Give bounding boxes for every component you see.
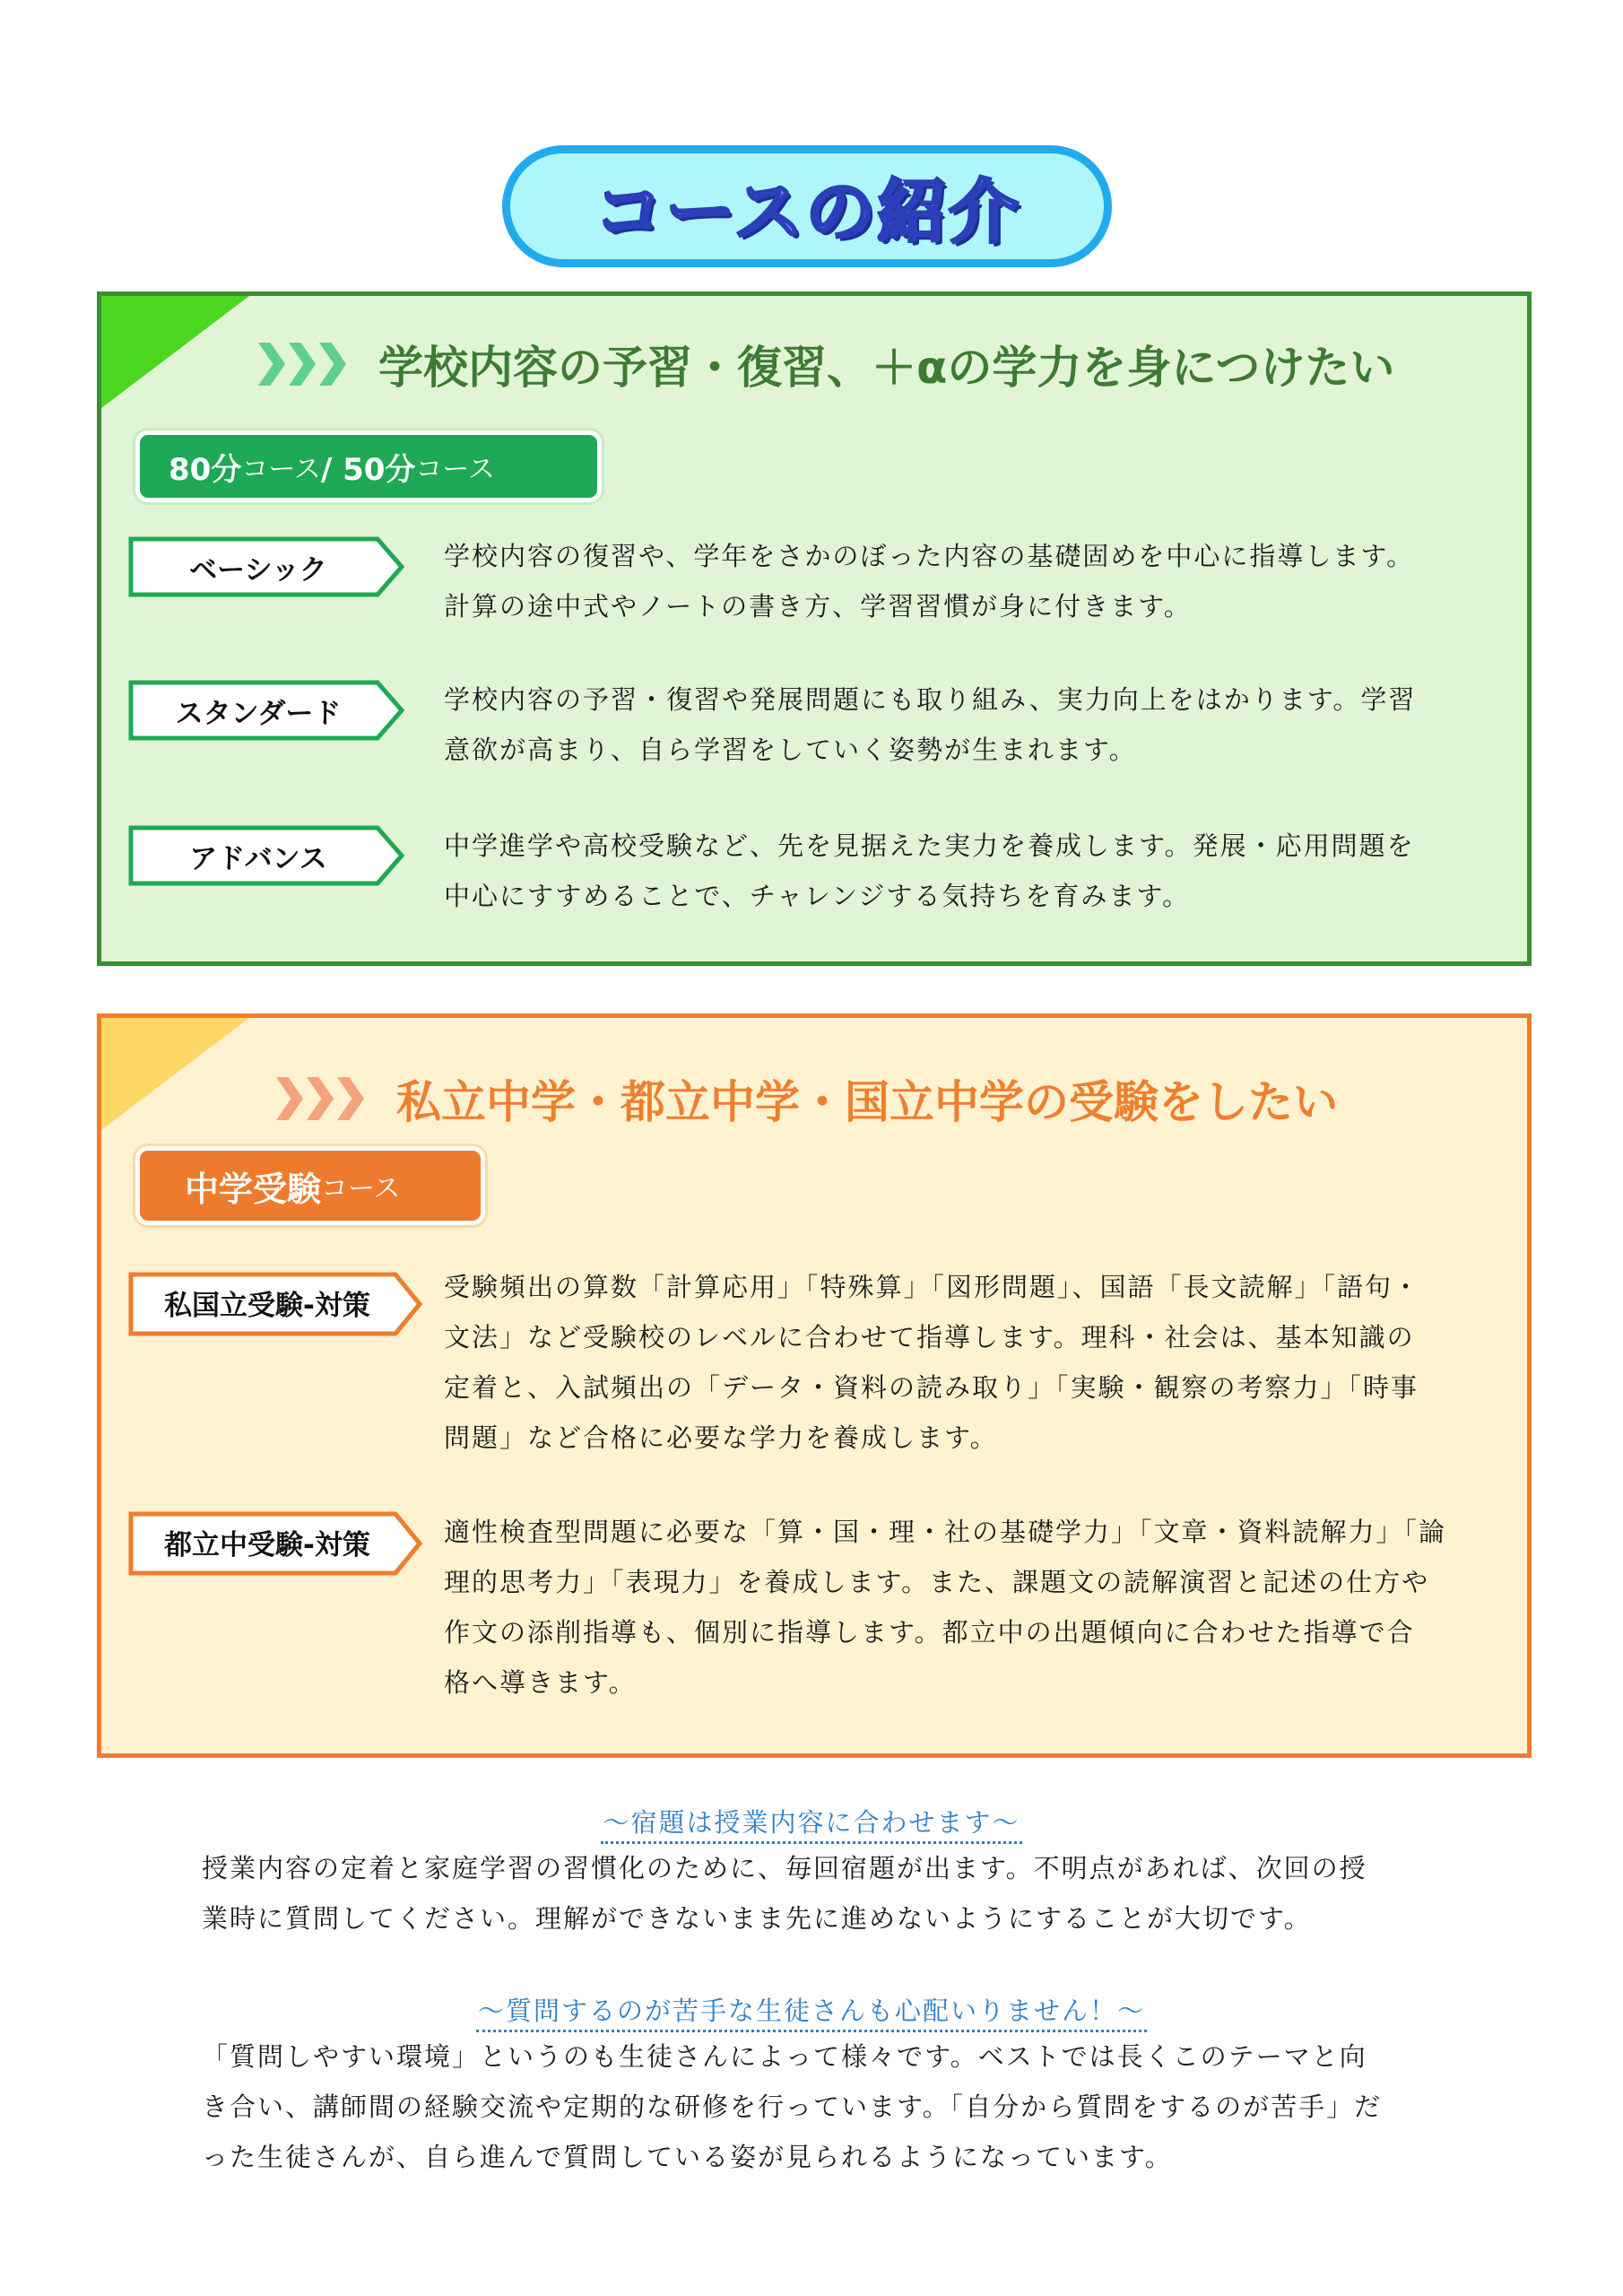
exam-course-heading-text: 私立中学・都立中学・国立中学の受験をしたい <box>396 1076 1338 1128</box>
course-description-private-national <box>444 1262 1420 1463</box>
course-tag-metropolitan <box>128 1511 424 1572</box>
exam-course-name: 中学受験 <box>185 1169 322 1209</box>
homework-note-heading-text: ～宿題は授業内容に合わせます～ <box>601 1807 1021 1844</box>
course-description-basic <box>444 531 1414 631</box>
description-line: 学校内容の復習や、学年をさかのぼった内容の基礎固めを中心に指導します。 <box>444 541 1415 571</box>
course-length-80: 80分 <box>169 451 242 488</box>
description-line: 理的思考力」「表現力」を養成します。また、課題文の読解演習と記述の仕方や <box>444 1567 1430 1597</box>
course-word: コース <box>321 1173 401 1205</box>
description-line: 格へ導きます。 <box>444 1667 637 1698</box>
exam-course-panel <box>97 1013 1532 1758</box>
question-note-heading-text: ～質問するのが苦手な生徒さんも心配いりません！～ <box>476 1996 1147 2032</box>
description-line: 作文の添削指導も、個別に指導します。都立中の出題傾向に合わせた指導で合 <box>444 1617 1415 1648</box>
note-line: った生徒さんが、自ら進んで質問している姿が見られるようになっています。 <box>202 2142 1173 2172</box>
regular-course-label <box>135 430 602 502</box>
note-line: 授業内容の定着と家庭学習の習慣化のために、毎回宿題が出ます。不明点があれば、次回の授 <box>202 1853 1367 1883</box>
description-line: 意欲が高まり、自ら学習をしていく姿勢が生まれます。 <box>444 735 1137 765</box>
course-tag-label: 私国立受験-対策 <box>164 1289 370 1322</box>
course-description-metropolitan <box>444 1507 1446 1708</box>
course-tag-advance <box>128 825 406 886</box>
description-line: 問題」など合格に必要な学力を養成します。 <box>444 1422 998 1453</box>
regular-course-heading-text: 学校内容の予習・復習、＋αの学力を身につけたい <box>378 342 1395 394</box>
course-length-50: / 50分 <box>320 451 416 488</box>
course-tag-label: ベーシック <box>189 553 327 587</box>
exam-course-label <box>135 1146 485 1225</box>
note-line: き合い、講師間の経験交流や定期的な研修を行っています。「自分から質問をするのが苦手」だ <box>202 2092 1383 2122</box>
course-description-advance <box>444 821 1415 921</box>
corner-decoration <box>101 296 249 408</box>
course-tag-standard <box>128 680 406 741</box>
homework-note-body <box>202 1843 1367 1944</box>
description-line: 文法」など受験校のレベルに合わせて指導します。理科・社会は、基本知識の <box>444 1322 1415 1352</box>
description-line: 中心にすすめることで、チャレンジする気持ちを育みます。 <box>444 881 1191 911</box>
description-line: 中学進学や高校受験など、先を見据えた実力を養成します。発展・応用問題を <box>444 831 1415 861</box>
homework-note-heading <box>0 1803 1623 1839</box>
description-line: 計算の途中式やノートの書き方、学習習慣が身に付きます。 <box>444 591 1192 622</box>
course-tag-label: スタンダード <box>175 697 342 730</box>
page-title-banner <box>502 145 1112 267</box>
note-line: 「質問しやすい環境」というのも生徒さんによって様々です。ベストでは長くこのテーマと向 <box>202 2041 1367 2072</box>
course-description-standard <box>444 674 1416 775</box>
chevron-arrows-icon <box>276 1077 364 1120</box>
page-title: コースの紹介 <box>593 172 1021 253</box>
note-line: 業時に質問してください。理解ができないまま先に進めないようにすることが大切です。 <box>202 1903 1312 1934</box>
course-tag-label: 都立中受験-対策 <box>164 1528 370 1561</box>
description-line: 適性検査型問題に必要な「算・国・理・社の基礎学力」「文章・資料読解力」「論 <box>444 1517 1447 1547</box>
regular-course-heading <box>258 332 1394 396</box>
course-word: コース <box>241 454 321 485</box>
question-note-body <box>202 2031 1382 2182</box>
chevron-arrows-icon <box>258 343 346 386</box>
corner-decoration <box>101 1018 249 1130</box>
course-tag-private-national <box>128 1272 424 1333</box>
description-line: 受験頻出の算数「計算応用」「特殊算」「図形問題」、国語「長文読解」「語句・ <box>444 1272 1421 1302</box>
description-line: 定着と、入試頻出の「データ・資料の読み取り」「実験・観察の考察力」「時事 <box>444 1372 1419 1403</box>
course-tag-label: アドバンス <box>189 842 327 875</box>
regular-course-panel <box>97 291 1532 966</box>
course-word: コース <box>415 454 495 485</box>
course-tag-basic <box>128 536 406 597</box>
question-note-heading <box>0 1991 1623 2028</box>
exam-course-heading <box>276 1066 1338 1131</box>
description-line: 学校内容の予習・復習や発展問題にも取り組み、実力向上をはかります。学習 <box>444 684 1417 715</box>
